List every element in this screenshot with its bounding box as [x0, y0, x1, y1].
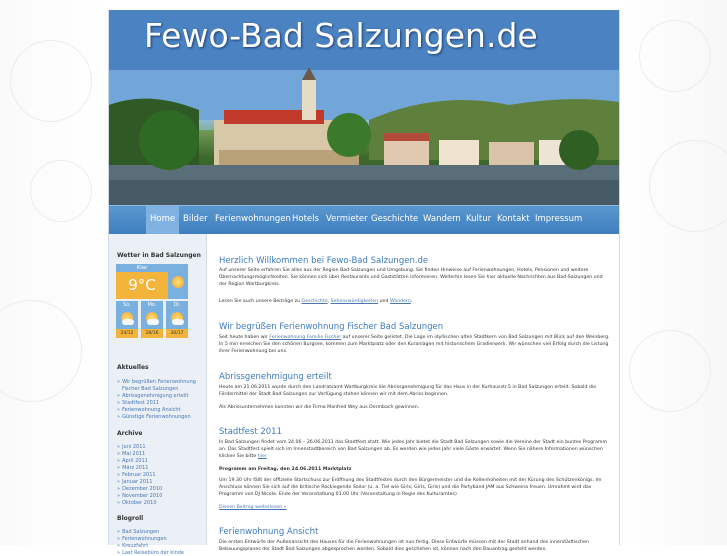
nav-geschichte[interactable]: Geschichte — [371, 214, 419, 224]
stadtfest-title[interactable]: Stadtfest 2011 — [219, 427, 282, 437]
main-navigation — [109, 205, 619, 234]
archive-link[interactable]: » Juni 2011 — [117, 444, 146, 450]
link-geschichte[interactable]: Geschichte — [301, 299, 328, 304]
nav-impressum[interactable]: Impressum — [535, 214, 583, 224]
blogroll-link[interactable]: » Kreuzfahrt — [117, 543, 149, 549]
archive-link[interactable]: » April 2011 — [117, 458, 148, 464]
background-right — [619, 0, 727, 545]
weather-day — [141, 301, 163, 338]
blogroll-link[interactable]: » Bad Salzungen — [117, 529, 160, 535]
welcome-text: Auf unserer Seite erfahren Sie alles aus der Region Bad-Salzungen und Umgebung. Sie finden Hinweise auf Ferienwohnungen, Hotels, Pensionen und weitere Übernachtungsmöglichkeiten. Sie können sich über Restaurants und Gaststätten informieren. Weiterhin lesen Sie hier aktuelle Nachrichten aus Bad-Salzungen und der Region Wartburgkreis. — [219, 268, 603, 288]
weather-day-range: 28/16 — [141, 329, 163, 338]
weather-day — [116, 301, 138, 338]
decor-swirl — [0, 300, 82, 402]
archive-link[interactable]: » Januar 2011 — [117, 479, 153, 485]
header-banner — [109, 10, 619, 205]
stadtfest-text2: Um 19.30 Uhr fällt der offizielle Startschuss zur Eröffnung des Stadtfestes durch den Bürgermeister und die Kellenhoheiten mit der Kürung des Schützenkönigs. Im Anschluss können Sie sich auf die britische Rockiegende Sailor (u. a. Tiel wie Girls, Girls, Girls) und die Partyband JAM aus Schweina freuen. Umrahmt wird das Programm von DJ Nicole. Ende der Veranstaltung 01.00 Uhr (Veranstaltung in Regie des Kulturamtes) — [219, 478, 602, 498]
archive-link[interactable]: » Februar 2011 — [117, 472, 156, 478]
archive-link[interactable]: » März 2011 — [117, 465, 149, 471]
weather-icon-box — [168, 264, 188, 299]
aktuelles-heading: Aktuelles — [117, 364, 149, 371]
nav-ferienwohnungen[interactable]: Ferienwohnungen — [215, 214, 291, 224]
blogroll-link[interactable]: » Ferienwohnungen — [117, 536, 167, 542]
aktuelles-link[interactable]: » Wir begrüßen Ferienwohnung — [117, 379, 196, 385]
weather-today — [116, 264, 188, 299]
link-sehenswuerdigkeiten[interactable]: Sehenswürdigkeiten — [330, 299, 379, 304]
blogroll-heading: Blogroll — [117, 515, 144, 522]
site-title: Fewo-Bad Salzungen.de — [144, 16, 538, 55]
lesen-auch: Lesen Sie auch unsere Beiträge zu Geschichte, Sehenswürdigkeiten und Wandern. — [219, 299, 413, 304]
weiterlesen-link[interactable]: Diesen Beitrag weiterlesen » — [219, 505, 287, 510]
welcome-title[interactable]: Herzlich Willkommen bei Fewo-Bad Salzungen.de — [219, 256, 429, 266]
nav-home[interactable]: Home — [146, 206, 179, 234]
decor-swirl — [639, 20, 711, 92]
main-content — [217, 242, 612, 553]
link-wandern[interactable]: Wandern — [389, 299, 411, 304]
nav-kontakt[interactable]: Kontakt — [497, 214, 530, 224]
ansicht-title[interactable]: Ferienwohnung Ansicht — [219, 527, 319, 537]
weather-temperature: 9°C — [116, 272, 168, 299]
decor-swirl — [649, 140, 727, 232]
archive-link[interactable]: » Dezember 2010 — [117, 486, 163, 492]
archive-link[interactable]: » Oktober 2010 — [117, 500, 157, 506]
fischer-text: Seit heute haben wir Ferienwohnung Familie Fischer auf unserer Seite gelistet. Die Lage im idyllischen alten Stadtkern von Bad Salzungen mit Blick auf den Weinberg. In 5 min erreichen Sie den schönen Burgsee, kommen zum Marktplatz oder den Kuranlagen mit historischem Gradierwerk. Wir wünschen viel Erfolg durch die Listung ihrer Ferienwohnung bei uns. — [219, 335, 610, 355]
cloud-icon — [147, 319, 159, 325]
sun-icon — [172, 276, 184, 288]
abriss-text: Heute am 21.06.2011 wurde durch den Landratsamt Wartburgkreis die Abrissgenehmigung für das Haus in der Kurhausstr.5 in Bad Salzungen erteilt. Sobald die Fördermittel der Stadt Bad Salzungen zur Verfügung stehen können wir mit dem Abriss beginnen. — [219, 385, 597, 398]
archive-link[interactable]: » November 2010 — [117, 493, 163, 499]
weather-widget — [116, 264, 188, 338]
weather-day-name: So. — [123, 302, 131, 308]
stadtfest-programm: Programm am Freitag, den 24.06.2011 Marktplatz — [219, 467, 352, 472]
abriss-title[interactable]: Abrissgenehmigung erteilt — [219, 372, 332, 382]
weather-day-range: 30/17 — [166, 329, 188, 338]
aktuelles-link[interactable]: » Stadtfest 2011 — [117, 400, 160, 406]
weather-heading: Wetter in Bad Salzungen — [117, 252, 201, 259]
ansicht-text: Die ersten Entwürfe der Außenansicht des Hauses für die Ferienwohnungen ist nun fertig. Diese Entwürfe müssen mit der Stadt anhand des innerstädtischen Bebauungsplanes der Stadt Bad Salzungen abgesprochen werden. Sobald dies geschehen ist, können nach den Bauantrag gestellt werden. — [219, 540, 589, 553]
weather-day — [166, 301, 188, 338]
weather-day-name: Mo. — [147, 302, 157, 308]
link-hier[interactable]: hier — [257, 454, 267, 460]
cloud-icon — [122, 319, 134, 325]
decor-swirl — [629, 330, 711, 412]
blogroll-link[interactable]: » Last Reisebüro der kinde — [117, 550, 184, 556]
nav-wandern[interactable]: Wandern — [423, 214, 461, 224]
link-ferienwohnung-fischer[interactable]: Ferienwohnung Familie Fischer — [269, 335, 342, 340]
decor-swirl — [10, 40, 92, 122]
nav-vermieter[interactable]: Vermieter — [326, 214, 368, 224]
stadtfest-text: In Bad Salzungen findet vom 24.06 – 26.06.2011 das Stadtfest statt. Wie jedes Jahr bietet die Stadt Bad Salzungen sowie die Vereine der Stadt ein buntes Programm an. Das Stadtfest spielt sich im Innenstadtbereich von Bad Salzungen ab. Es werden wie jedes Jahr viele Gäste erwartet. Wenn Sie nähere Informationen wünschen klicken Sie bitte hier — [219, 440, 608, 460]
cloud-icon — [172, 319, 184, 325]
aktuelles-link[interactable]: » Ferienwohnung Ansicht — [117, 407, 181, 413]
fischer-title[interactable]: Wir begrüßen Ferienwohnung Fischer Bad Salzungen — [219, 322, 444, 332]
aktuelles-link[interactable]: » Abrissgenehmigung erteilt — [117, 393, 189, 399]
nav-hotels[interactable]: Hotels — [292, 214, 319, 224]
weather-day-range: 24/12 — [116, 329, 138, 338]
weather-condition: Klar — [116, 264, 168, 272]
background-left — [0, 0, 108, 545]
abriss-text2: Als Abrissunternehmen konnten wir die Firma Manfred Wey aus Dermbach gewinnen. — [219, 405, 420, 410]
aktuelles-link[interactable]: » Günstige Ferienwohnungen — [117, 414, 191, 420]
nav-bilder[interactable]: Bilder — [183, 214, 208, 224]
decor-swirl — [30, 160, 92, 222]
aktuelles-link[interactable]: Fischer Bad Salzungen — [122, 386, 179, 392]
archive-link[interactable]: » Mai 2011 — [117, 451, 146, 457]
page-container — [108, 10, 620, 556]
archive-heading: Archive — [117, 430, 143, 437]
nav-kultur[interactable]: Kultur — [466, 214, 492, 224]
weather-day-name: Di. — [173, 302, 181, 308]
